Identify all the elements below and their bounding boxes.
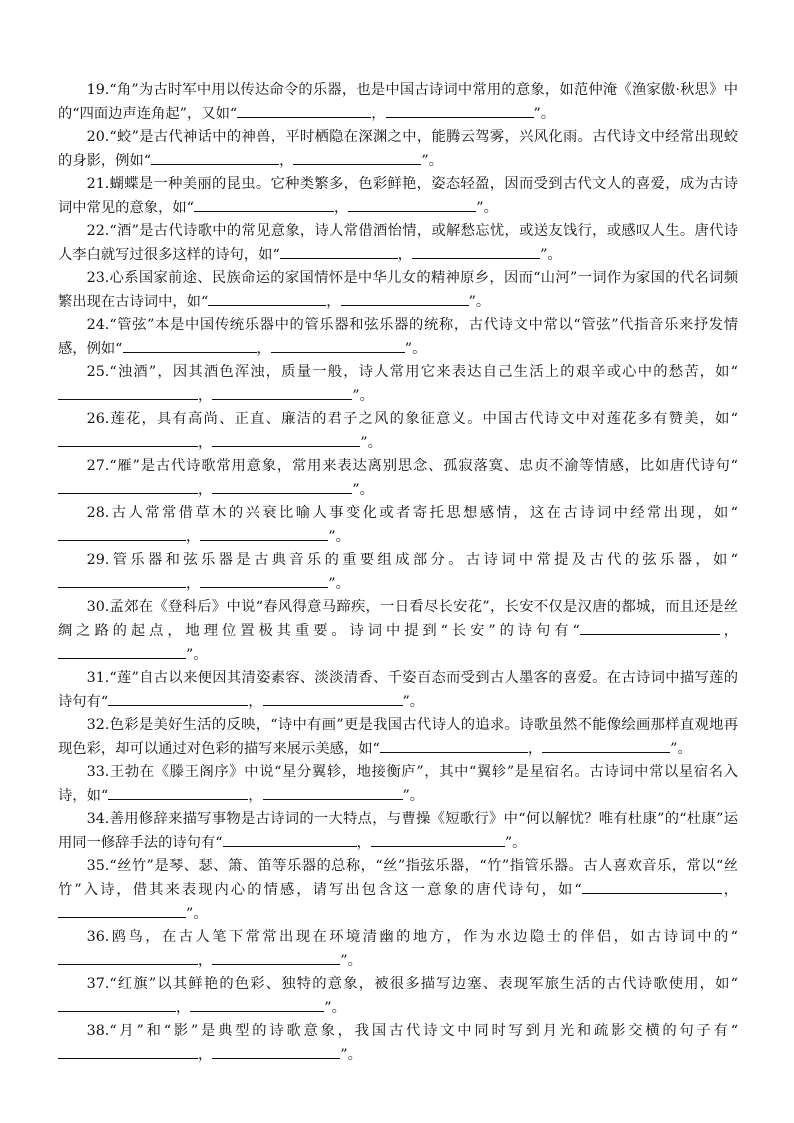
separator: ， [198,482,213,498]
question-end: ”。 [340,1047,362,1063]
question-end: ”。 [328,576,350,592]
question-text: 22.“酒”是古代诗歌中的常见意象，诗人常借酒怡情，或解愁忘忧，或送友饯行，或感叹人生。唐代诗人李白就写过很多这样的诗句，如“ [58,223,738,263]
answer-blank-2[interactable] [412,243,540,259]
question-text: 32.色彩是美好生活的反映，“诗中有画”更是我国古代诗人的追求。诗歌虽然不能像绘画那样直观地再现色彩，却可以通过对色彩的描写来展示美感，如“ [58,717,738,757]
question-36 [58,926,738,973]
question-text: 31.“莲”自古以来便因其清姿素容、淡淡清香、千姿百态而受到古人墨客的喜爱。在古诗词中描写莲的诗句有“ [58,670,738,710]
answer-blank-2[interactable] [371,831,505,847]
separator: ， [248,694,263,710]
answer-blank-2[interactable] [271,337,405,353]
question-21 [58,173,738,220]
question-end: ”。 [404,341,427,357]
question-text: 30.孟郊在《登科后》中说“春风得意马蹄疾，一日看尽长安花”，长安不仅是汉唐的都城，而且还是丝绸之路的起点，地理位置极其重要。诗词中提到“长安”的诗句有“ [58,599,738,639]
answer-blank-2[interactable] [293,149,421,165]
question-text: 33.王勃在《滕王阁序》中说“星分翼轸，地接衡庐”，其中“翼轸”是星宿名。古诗词中常以星宿名入诗，如“ [58,764,738,804]
answer-blank-1[interactable] [58,996,176,1012]
answer-blank-1[interactable] [237,102,371,118]
answer-blank-1[interactable] [58,525,186,541]
question-27 [58,455,738,502]
answer-blank-2[interactable] [212,431,360,447]
answer-blank-1[interactable] [380,737,528,753]
question-text: 23.心系国家前途、民族命运的家国情怀是中华儿女的精神原乡，因而“山河”一词作为家国的代名词频繁出现在古诗词中，如“ [58,270,738,310]
answer-blank-1[interactable] [58,572,186,588]
question-text: 24.“管弦”本是中国传统乐器中的管乐器和弦乐器的统称，古代诗文中常以“管弦”代指音乐来抒发情感，例如“ [58,317,738,357]
separator: ， [198,1047,213,1063]
answer-blank-2[interactable] [58,902,186,918]
question-end: ”。 [476,200,498,216]
answer-blank-1[interactable] [208,290,326,306]
separator: ， [256,341,271,357]
separator: ， [198,953,213,969]
answer-blank-2[interactable] [212,1043,340,1059]
question-end: ”。 [670,741,692,757]
answer-blank-1[interactable] [582,878,722,894]
separator: ， [198,435,213,451]
question-34 [58,808,738,855]
question-end: ”。 [468,294,491,310]
answer-blank-1[interactable] [151,149,279,165]
question-30 [58,596,738,667]
question-text: 21.蝴蝶是一种美丽的昆虫。它种类繁多，色彩鲜艳，姿态轻盈，因而受到古代文人的喜爱，成为古诗词中常见的意象，如“ [58,176,738,216]
question-37 [58,973,738,1020]
question-28 [58,502,738,549]
separator: ， [186,529,201,545]
answer-blank-1[interactable] [58,949,198,965]
answer-blank-1[interactable] [58,478,198,494]
question-22 [58,220,738,267]
question-end: ”。 [402,788,425,804]
answer-blank-2[interactable] [212,949,340,965]
separator: ， [198,388,213,404]
answer-blank-2[interactable] [386,102,534,118]
answer-blank-1[interactable] [123,337,257,353]
answer-blank-1[interactable] [108,690,248,706]
answer-blank-2[interactable] [542,737,670,753]
answer-blank-1[interactable] [58,431,198,447]
question-text: 38.“月”和“影”是典型的诗歌意象，我国古代诗文中同时写到月光和疏影交横的句子有“ [86,1023,738,1039]
separator: ， [356,835,371,851]
question-end: ”。 [352,482,374,498]
answer-blank-2[interactable] [200,525,328,541]
separator: ， [248,788,263,804]
question-text: 29.管乐器和弦乐器是古典音乐的重要组成部分。古诗词中常提及古代的弦乐器，如“ [86,552,738,568]
question-end: ”。 [324,1000,346,1016]
question-text: 36.鸥鸟，在古人笔下常常出现在环境清幽的地方，作为水边隐士的伴侣，如古诗词中的“ [86,929,738,945]
separator: ， [371,106,386,122]
answer-blank-2[interactable] [58,643,186,659]
question-end: ”。 [328,529,350,545]
question-text: 20.“蛟”是古代神话中的神兽，平时栖隐在深渊之中，能腾云驾雾，兴风化雨。古代诗文中经常出现蛟的身影，例如“ [58,129,738,169]
question-text: 26.莲花，具有高尚、正直、廉洁的君子之风的象征意义。中国古代诗文中对莲花多有赞美，如“ [86,411,738,427]
question-26 [58,408,738,455]
separator: ， [719,623,738,639]
answer-blank-2[interactable] [341,290,469,306]
answer-blank-2[interactable] [200,572,328,588]
question-text: 35.“丝竹”是琴、瑟、箫、笛等乐器的总称，“丝”指弦乐器，“竹”指管乐器。古人喜欢音乐，常以“丝竹”入诗，借其来表现内心的情感，请写出包含这一意象的唐代诗句，如“ [58,858,738,898]
question-end: ”。 [533,106,556,122]
question-text: 27.“雁”是古代诗歌常用意象，常用来表达离别思念、孤寂落寞、忠贞不渝等情感，比如唐代诗句“ [86,458,738,474]
answer-blank-1[interactable] [58,1043,198,1059]
answer-blank-2[interactable] [190,996,324,1012]
separator: ， [333,200,349,216]
question-end: ”。 [504,835,527,851]
question-text: 34.善用修辞来描写事物是古诗词的一大特点，与曹操《短歌行》中“何以解忧？唯有杜康”的“杜康”运用同一修辞手法的诗句有“ [58,811,738,851]
answer-blank-2[interactable] [348,196,476,212]
question-38 [58,1020,738,1067]
separator: ， [721,882,738,898]
separator: ， [279,153,294,169]
answer-blank-1[interactable] [280,243,398,259]
separator: ， [176,1000,191,1016]
question-29 [58,549,738,596]
question-end: ”。 [352,388,374,404]
answer-blank-1[interactable] [58,384,198,400]
question-text: 28.古人常常借草木的兴衰比喻人事变化或者寄托思想感情，这在古诗词中经常出现，如“ [86,505,738,521]
answer-blank-1[interactable] [223,831,357,847]
question-end: ”。 [186,906,208,922]
question-end: ”。 [340,953,362,969]
question-20 [58,126,738,173]
question-33 [58,761,738,808]
answer-blank-2[interactable] [263,784,403,800]
question-32 [58,714,738,761]
answer-blank-1[interactable] [580,619,720,635]
question-text: 25.“浊酒”，因其酒色浑浊，质量一般，诗人常用它来表达自己生活上的艰辛或心中的愁苦，如“ [86,364,738,380]
question-19 [58,79,738,126]
separator: ， [326,294,341,310]
separator: ， [186,576,201,592]
separator: ， [397,247,413,263]
question-24 [58,314,738,361]
question-list [58,79,738,1067]
question-23 [58,267,738,314]
answer-blank-1[interactable] [194,196,334,212]
question-end: ”。 [421,153,443,169]
separator: ， [527,741,543,757]
question-35 [58,855,738,926]
question-end: ”。 [360,435,382,451]
question-text: 37.“红旗”以其鲜艳的色彩、独特的意象，被很多描写边塞、表现军旅生活的古代诗歌使用，如“ [86,976,738,992]
question-end: ”。 [402,694,425,710]
question-31 [58,667,738,714]
question-end: ”。 [186,647,208,663]
answer-blank-1[interactable] [108,784,248,800]
question-text: 19.“角”为古时军中用以传达命令的乐器，也是中国古诗词中常用的意象，如范仲淹《渔家傲·秋思》中的“四面边声连角起”，又如“ [58,82,738,122]
answer-blank-2[interactable] [212,384,352,400]
question-end: ”。 [540,247,562,263]
question-25 [58,361,738,408]
answer-blank-2[interactable] [263,690,403,706]
answer-blank-2[interactable] [212,478,352,494]
